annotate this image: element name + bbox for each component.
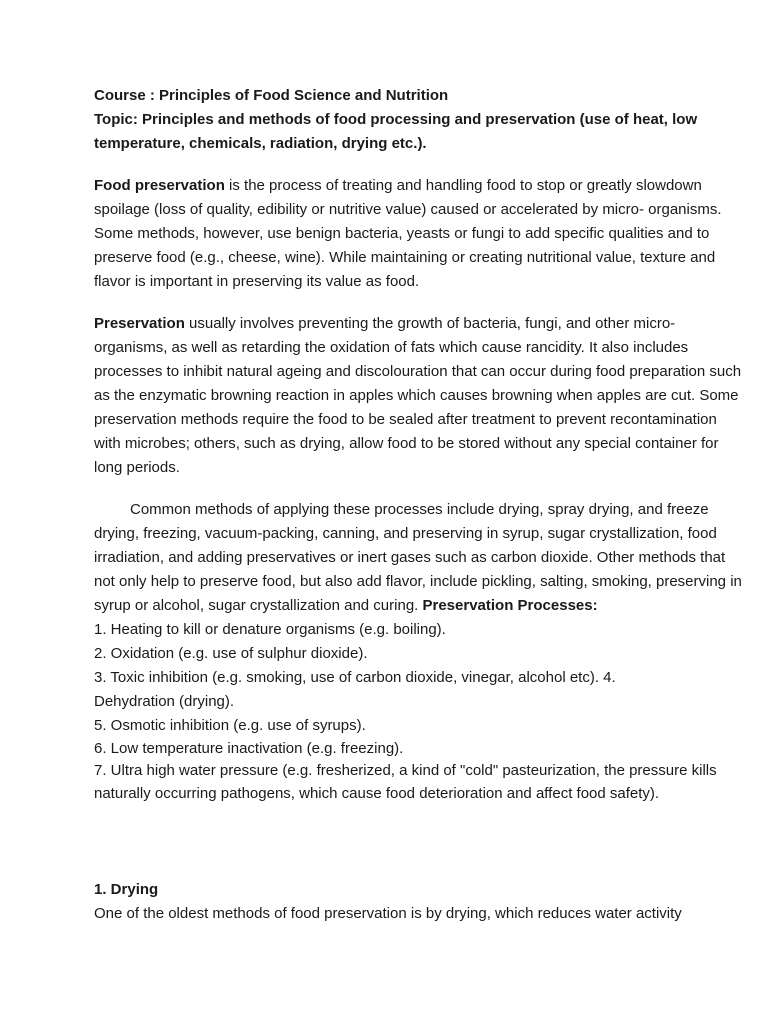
text-span: usually involves preventing the growth of bacteria, fungi, and other micro- <box>184 315 676 332</box>
list-item: 2. Oxidation (e.g. use of sulphur dioxide). <box>94 645 368 662</box>
paragraph-line: not only help to preserve food, but also add flavor, include pickling, salting, smoking, preserving in <box>94 573 742 590</box>
document-page <box>94 84 766 926</box>
list-item: Dehydration (drying). <box>94 693 235 710</box>
paragraph-line <box>94 594 766 618</box>
text-span: syrup or alcohol, sugar crystallization and curing. <box>94 597 423 614</box>
section-heading: 1. Drying <box>94 881 159 898</box>
paragraph-line: drying, freezing, vacuum-packing, canning, and preserving in syrup, sugar crystallization, food <box>94 525 717 542</box>
paragraph-line: organisms, as well as retarding the oxidation of fats which cause rancidity. It also includes <box>94 339 689 356</box>
term-preservation: Preservation <box>94 315 185 332</box>
list-item: 3. Toxic inhibition (e.g. smoking, use of carbon dioxide, vinegar, alcohol etc). 4. <box>94 669 616 686</box>
term-food-preservation: Food preservation <box>94 177 225 194</box>
topic-line-2: temperature, chemicals, radiation, drying etc.). <box>94 135 427 152</box>
spacer <box>94 806 766 878</box>
list-item: 6. Low temperature inactivation (e.g. freezing). <box>94 740 404 757</box>
paragraph-line: spoilage (loss of quality, edibility or nutritive value) caused or accelerated by micro- organisms. <box>94 201 722 218</box>
paragraph-line: Some methods, however, use benign bacteria, yeasts or fungi to add specific qualities and to <box>94 225 710 242</box>
paragraph-line: Common methods of applying these processes include drying, spray drying, and freeze <box>130 501 709 518</box>
text-span: is the process of treating and handling food to stop or greatly slowdown <box>224 177 702 194</box>
paragraph-line: with microbes; others, such as drying, allow food to be stored without any special container for <box>94 435 719 452</box>
paragraph-line: long periods. <box>94 459 180 476</box>
paragraph-line: processes to inhibit natural ageing and discolouration that can occur during food preparation such <box>94 363 742 380</box>
paragraph-line: One of the oldest methods of food preservation is by drying, which reduces water activity <box>94 905 682 922</box>
paragraph-line <box>94 312 766 336</box>
list-item-continuation: naturally occurring pathogens, which cause food deterioration and affect food safety). <box>94 785 660 802</box>
preservation-processes-heading: Preservation Processes: <box>422 597 598 614</box>
preservation-processes-list <box>94 618 766 806</box>
paragraph-line: as the enzymatic browning reaction in apples which causes browning when apples are cut. Some <box>94 387 739 404</box>
section-drying <box>94 878 766 926</box>
paragraph-preservation <box>94 312 766 480</box>
spacer <box>94 294 766 312</box>
paragraph-line <box>94 174 766 198</box>
spacer <box>94 480 766 498</box>
spacer <box>94 156 766 174</box>
paragraph-line: preservation methods require the food to be sealed after treatment to prevent recontamination <box>94 411 717 428</box>
list-item: 7. Ultra high water pressure (e.g. fresherized, a kind of "cold" pasteurization, the pressure kills <box>94 762 717 779</box>
paragraph-line: flavor is important in preserving its value as food. <box>94 273 420 290</box>
list-item: 1. Heating to kill or denature organisms (e.g. boiling). <box>94 621 446 638</box>
topic-line-1: Topic: Principles and methods of food processing and preservation (use of heat, low <box>94 111 698 128</box>
paragraph-common-methods <box>94 498 766 618</box>
paragraph-line: irradiation, and adding preservatives or inert gases such as carbon dioxide. Other methods that <box>94 549 726 566</box>
paragraph-food-preservation <box>94 174 766 294</box>
list-item: 5. Osmotic inhibition (e.g. use of syrups). <box>94 717 366 734</box>
paragraph-line: preserve food (e.g., cheese, wine). While maintaining or creating nutritional value, texture and <box>94 249 716 266</box>
course-title: Course : Principles of Food Science and Nutrition <box>94 87 449 104</box>
